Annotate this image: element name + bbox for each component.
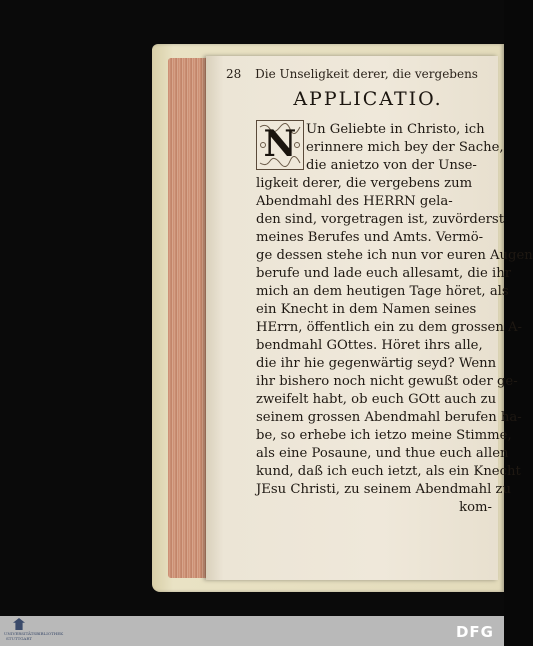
text-line: berufe und lade euch allesamt, die ihr bbox=[256, 266, 512, 281]
text-line: seinem grossen Abendmahl berufen ha- bbox=[256, 410, 522, 425]
body-text bbox=[256, 121, 533, 517]
library-logo-text: UNIVERSITÄTSBIBLIOTHEK STUTTGART bbox=[4, 631, 64, 641]
text-line: zweifelt habt, ob euch GOtt auch zu bbox=[256, 392, 497, 407]
text-line: be, so erhebe ich ietzo meine Stimme, bbox=[256, 428, 512, 443]
dfg-logo: DFG bbox=[455, 623, 494, 641]
text-line: mich an dem heutigen Tage höret, als bbox=[256, 284, 509, 299]
text-line: JEsu Christi, zu seinem Abendmahl zu bbox=[256, 482, 511, 497]
text-line: meines Berufes und Amts. Vermö- bbox=[256, 230, 484, 245]
text-line: ihr bishero noch nicht gewußt oder ge- bbox=[256, 374, 518, 389]
text-line: Un Geliebte in Christo, ich bbox=[306, 122, 485, 137]
text-line: die anietzo von der Unse- bbox=[306, 158, 477, 173]
text-line: ge dessen stehe ich nun vor euren Augen bbox=[256, 248, 533, 263]
section-title: APPLICATIO. bbox=[293, 88, 443, 110]
tower-icon bbox=[13, 618, 25, 630]
text-line: ein Knecht in dem Namen seines bbox=[256, 302, 477, 317]
text-line: erinnere mich bey der Sache, bbox=[306, 140, 504, 155]
text-line: ligkeit derer, die vergebens zum bbox=[256, 176, 473, 191]
page-header bbox=[226, 67, 496, 81]
text-line: als eine Posaune, und thue euch allen bbox=[256, 446, 509, 461]
page-number: 28 bbox=[226, 67, 242, 81]
text-line: die ihr hie gegenwärtig seyd? Wenn bbox=[256, 356, 497, 371]
text-line: den sind, vorgetragen ist, zuvörderst bbox=[256, 212, 504, 227]
text-line: bendmahl GOttes. Höret ihrs alle, bbox=[256, 338, 483, 353]
text-line: Abendmahl des HERRN gela- bbox=[256, 194, 453, 209]
text-line: kom- bbox=[459, 500, 492, 515]
text-line: kund, daß ich euch ietzt, als ein Knecht bbox=[256, 464, 521, 479]
running-head: Die Unseligkeit derer, die vergebens bbox=[255, 67, 478, 81]
text-line: HErrn, öffentlich ein zu dem grossen A- bbox=[256, 320, 522, 335]
footer-bar bbox=[0, 616, 504, 646]
drop-cap-letter: N bbox=[263, 123, 297, 165]
library-logo bbox=[4, 618, 64, 644]
